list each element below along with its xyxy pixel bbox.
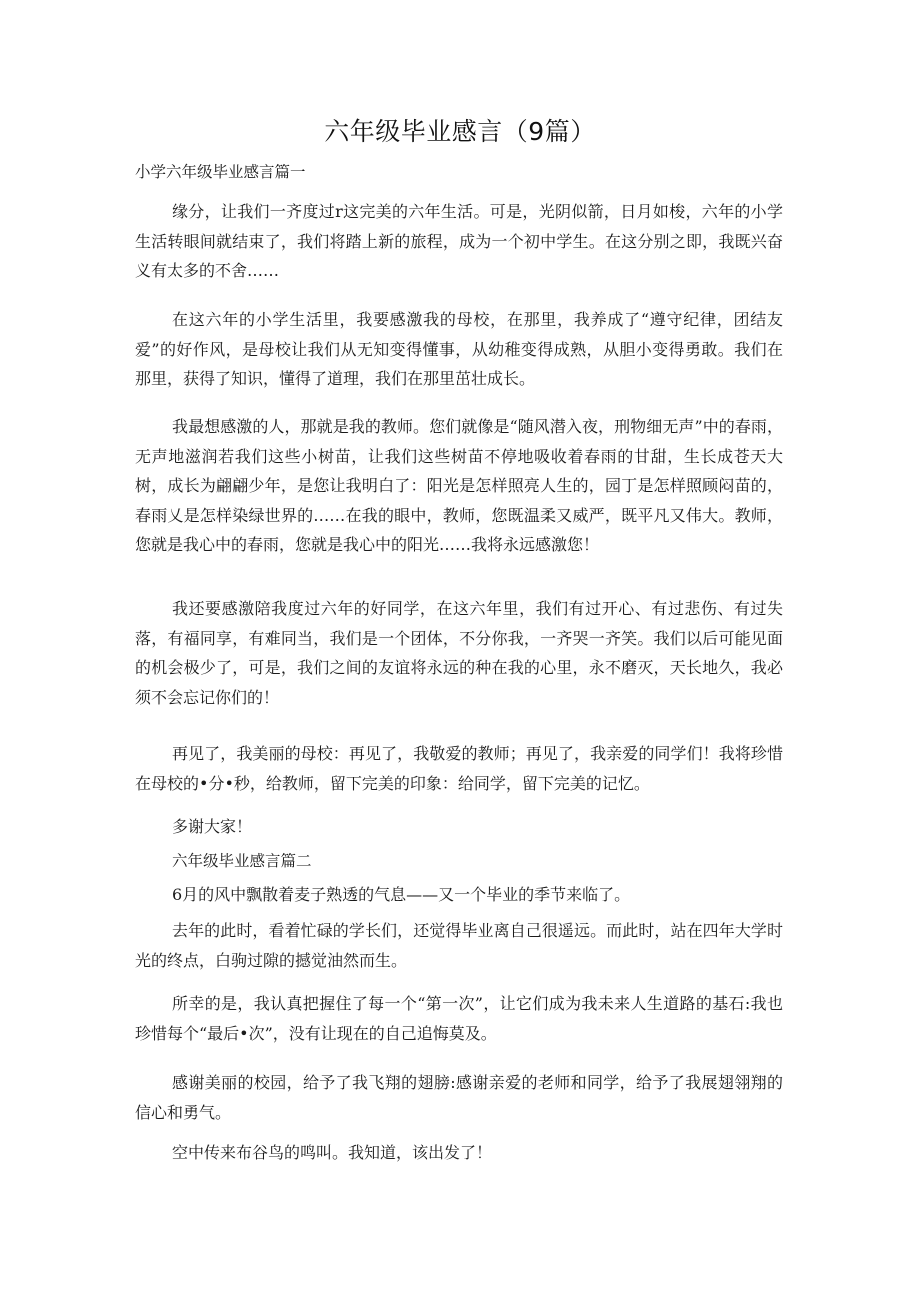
section-heading-1: 小学六年级毕业感言篇一 — [135, 163, 306, 181]
paragraph: 在这六年的小学生活里，我要感激我的母校，在那里，我养成了“遵守纪律，团结友爱”的好作风，是母校让我们从无知变得懂事，从幼稚变得成熟，从胆小变得勇敢。我们在那里，获得了知识，懂得了道理，我们在那里茁壮成长。 — [135, 310, 783, 388]
paragraph: 去年的此时，看着忙碌的学长们，还觉得毕业离自己很遥远。而此时，站在四年大学时光的终点，白驹过隙的撼觉油然而生。 — [135, 921, 783, 970]
paragraph: 再见了，我美丽的母校：再见了，我敬爱的教师；再见了，我亲爱的同学们！我将珍惜在母校的•分•秒，给教师，留下完美的印象：给同学，留下完美的记忆。 — [135, 744, 783, 793]
paragraph: 6月的风中飘散着麦子熟透的气息——又一个毕业的季节来临了。 — [172, 885, 631, 904]
document-title: 六年级毕业感言（9篇） — [324, 117, 596, 146]
paragraph: 空中传来布谷鸟的鸣叫。我知道，该出发了！ — [172, 1143, 493, 1162]
paragraph: 所幸的是，我认真把握住了每一个“第一次”，让它们成为我未来人生道路的基石:我也珍惜每个“最后•次”，没有让现在的自己追悔莫及。 — [135, 994, 783, 1043]
paragraph: 多谢大家！ — [172, 817, 253, 836]
paragraph: 我还要感激陪我度过六年的好同学，在这六年里，我们有过开心、有过悲伤、有过失落，有福同享，有难同当，我们是一个团体，不分你我，一齐哭一齐笑。我们以后可能见面的机会极少了，可是，我们之间的友谊将永远的种在我的心里，永不磨灭，天长地久，我必须不会忘记你们的！ — [135, 599, 783, 707]
paragraph: 我最想感激的人，那就是我的教师。您们就像是“随风潜入夜，刑物细无声”中的春雨，无声地滋润若我们这些小树苗，让我们这些树苗不停地吸收着春雨的甘甜，生长成苍天大树，成长为翩翩少年，是您让我明白了：阳光是怎样照亮人生的，园丁是怎样照顾闷苗的，春雨乂是怎样染绿世界的……在我的眼中，教师，您既温柔又威严，既平凡又伟大。教师，您就是我心中的春雨，您就是我心中的阳光……我将永远感激您！ — [135, 417, 783, 554]
section-heading-2: 六年级毕业感言篇二 — [172, 852, 312, 870]
paragraph: 感谢美丽的校园，给予了我飞翔的翅膀:感谢亲爱的老师和同学，给予了我展翅翎翔的信心和勇气。 — [135, 1073, 783, 1122]
paragraph: 缘分，让我们一齐度过r这完美的六年生活。可是，光阴似箭，日月如梭，六年的小学生活转眼间就结束了，我们将踏上新的旅程，成为一个初中学生。在这分别之即，我既兴奋义有太多的不舍…… — [135, 202, 783, 280]
